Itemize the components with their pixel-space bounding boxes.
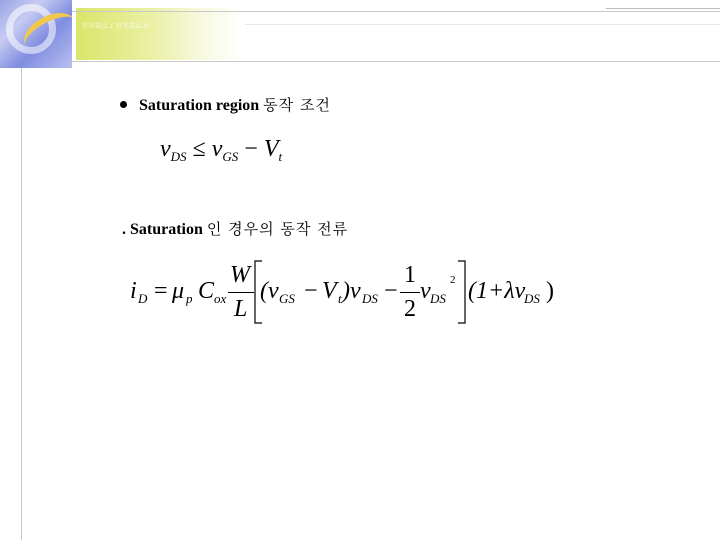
header-mid-rule [245,24,720,25]
header-bottom-rule [72,61,720,62]
bullet-icon [120,101,127,108]
eq-square: 2 [450,274,456,286]
eq-L: L [234,296,248,322]
logo-image [0,0,72,68]
eq-right-bracket [456,260,468,324]
header-banner [76,8,244,60]
header-top-rule [72,11,720,12]
eq-vds2: v [420,278,431,304]
condition-vgs-sub: GS [222,149,239,164]
condition-vgs: v [211,136,223,162]
eq-vds2-sub: DS [430,291,446,306]
eq-mu: μ [172,278,185,304]
eq-close-vds: )v [342,278,361,304]
eq-equals: = [154,278,168,304]
eq-cox: C [198,278,215,304]
eq-vds-sub: DS [362,291,378,306]
banner-text: 전자회로 / 전자회로 II [81,22,149,30]
condition-minus: − [244,136,258,162]
eq-lambda-sub: DS [524,291,540,306]
eq-half-fraction-bar [400,292,420,293]
condition-vds: v [160,136,171,162]
current-heading-korean: 인 경우의 동작 전류 [206,220,349,238]
header-right-rule [606,8,720,9]
eq-wl-fraction-bar [228,292,254,293]
eq-minus-2: − [384,278,398,304]
eq-W: W [230,262,250,288]
eq-cox-sub: ox [214,291,227,306]
current-heading-english: . Saturation [122,221,203,238]
heading-korean: 동작 조건 [263,96,331,114]
eq-mu-sub: p [186,291,193,306]
eq-Vt-sub: t [338,291,342,306]
eq-vgs-sub: GS [279,291,295,306]
saturation-condition-formula [160,136,282,165]
eq-vgs: (v [260,278,279,304]
slide-header [0,0,720,70]
saturation-region-heading [120,94,331,115]
condition-vds-sub: DS [170,149,187,164]
eq-lambda-close: ) [546,278,554,304]
eq-one: 1 [404,262,416,288]
condition-leq: ≤ [192,136,206,162]
eq-iD-sub: D [138,291,148,306]
saturation-current-heading [122,218,348,239]
eq-Vt: V [322,278,337,304]
drain-current-equation [128,258,568,328]
left-margin-rule [21,68,22,540]
condition-vt: V [263,136,279,162]
eq-minus-1: − [304,278,318,304]
heading-english: Saturation region [139,97,260,114]
eq-two: 2 [404,296,416,322]
eq-lambda-term: (1+λv [468,278,526,304]
eq-iD: i [130,278,137,304]
condition-vt-sub: t [278,149,283,164]
